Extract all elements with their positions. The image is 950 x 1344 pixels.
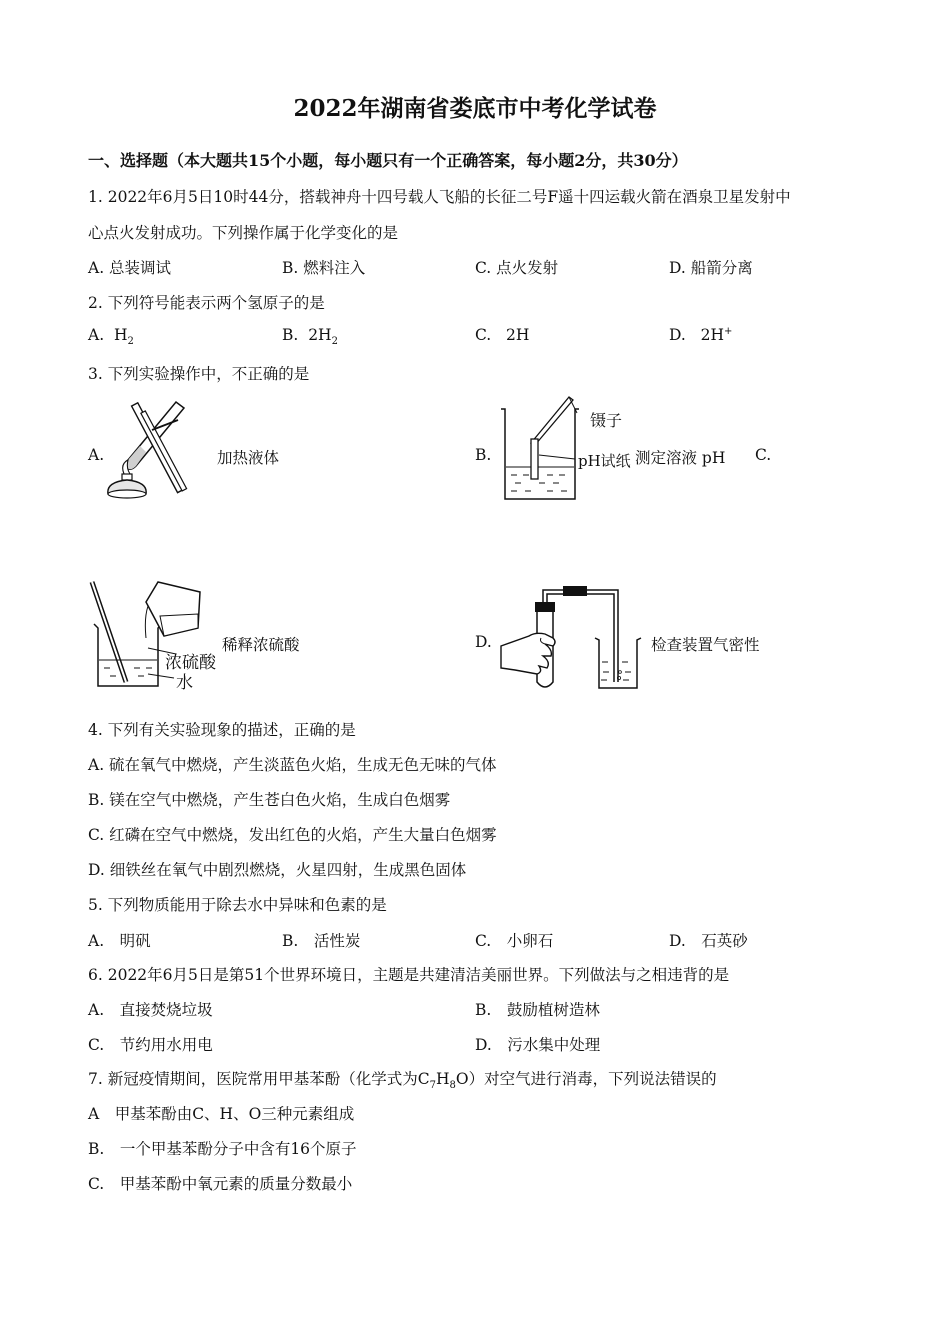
q3-c-dilute-figure xyxy=(88,578,218,693)
q4-stem: 4. 下列有关实验现象的描述，正确的是 xyxy=(88,721,356,739)
q1-option-c: C. 点火发射 xyxy=(475,259,559,277)
delivery-tube-icon xyxy=(543,586,618,682)
q5-stem: 5. 下列物质能用于除去水中异味和色素的是 xyxy=(88,896,387,914)
q4-option-b: B. 镁在空气中燃烧，产生苍白色火焰，生成白色烟雾 xyxy=(88,791,451,809)
alcohol-lamp-icon xyxy=(108,460,146,498)
q6-option-a: A. 直接焚烧垃圾 xyxy=(88,1001,213,1019)
q3-b-text: 测定溶液 pH xyxy=(635,449,726,467)
q5-option-c: C. 小卵石 xyxy=(475,932,554,950)
q6-option-d: D. 污水集中处理 xyxy=(475,1036,601,1054)
beaker-icon xyxy=(501,409,579,499)
q4-option-d: D. 细铁丝在氧气中剧烈燃烧，火星四射，生成黑色固体 xyxy=(88,861,467,879)
q2-stem: 2. 下列符号能表示两个氢原子的是 xyxy=(88,294,325,312)
q2-d-formula: 2H+ xyxy=(700,326,733,345)
hand-icon xyxy=(501,633,555,674)
q2-d-label: D. xyxy=(669,326,686,345)
q4-option-a: A. 硫在氧气中燃烧，产生淡蓝色火焰，生成无色无味的气体 xyxy=(88,756,497,774)
q5-option-b: B. 活性炭 xyxy=(282,932,361,950)
page-title: 2022年湖南省娄底市中考化学试卷 xyxy=(293,95,657,122)
q1-stem-line1: 1. 2022年6月5日10时44分，搭载神舟十四号载人飞船的长征二号F遥十四运载火箭在酒泉卫星发射中 xyxy=(88,188,791,206)
q3-c-text: 稀释浓硫酸 xyxy=(222,636,300,654)
q3-d-airtight-figure xyxy=(495,582,650,694)
q3-c-acid-label: 浓硫酸 xyxy=(165,653,216,673)
q7-option-c: C. 甲基苯酚中氧元素的质量分数最小 xyxy=(88,1175,353,1193)
q1-stem-line2: 心点火发射成功。下列操作属于化学变化的是 xyxy=(88,224,399,242)
q2-b-formula: $2H_2$ xyxy=(308,326,338,348)
q3-c-water-label: 水 xyxy=(176,673,193,693)
q7-stem: 7. 新冠疫情期间，医院常用甲基苯酚（化学式为$C_7H_8O$）对空气进行消毒，下列说法错误的 xyxy=(88,1070,717,1092)
q6-option-c: C. 节约用水用电 xyxy=(88,1036,213,1054)
q3-b-ph-paper-label: pH试纸 xyxy=(578,452,631,470)
q3-b-letter: B. xyxy=(475,446,492,464)
glass-rod-icon xyxy=(92,582,126,682)
q6-option-b: B. 鼓励植树造林 xyxy=(475,1001,600,1019)
q3-a-heating-figure xyxy=(100,390,215,505)
ph-paper-icon xyxy=(531,439,575,479)
q2-a-label: A. xyxy=(88,326,105,344)
q3-a-letter: A. xyxy=(88,446,105,464)
q2-c-label: C. xyxy=(475,326,492,344)
beaker-large-icon xyxy=(94,624,162,686)
q4-option-c: C. 红磷在空气中燃烧，发出红色的火焰，产生大量白色烟雾 xyxy=(88,826,497,844)
q1-option-d: D. 船箭分离 xyxy=(669,259,753,277)
q2-a-formula: $H_2$ xyxy=(113,326,134,348)
q2-option-a xyxy=(88,326,134,347)
q3-d-letter: D. xyxy=(475,633,492,651)
q2-option-c xyxy=(475,326,529,344)
q3-a-text: 加热液体 xyxy=(217,449,280,467)
q3-b-tweezers-label: 镊子 xyxy=(590,411,623,430)
q2-b-label: B. xyxy=(282,326,299,344)
q7-option-a: A 甲基苯酚由C、H、O三种元素组成 xyxy=(88,1105,355,1123)
q2-option-b xyxy=(282,326,338,347)
q7-option-b: B. 一个甲基苯酚分子中含有16个原子 xyxy=(88,1140,357,1158)
q2-c-formula: 2H xyxy=(506,326,530,344)
pouring-beaker-icon xyxy=(145,582,200,638)
section-heading: 一、选择题（本大题共15个小题，每小题只有一个正确答案，每小题2分，共30分） xyxy=(88,151,688,170)
q3-d-text: 检查装置气密性 xyxy=(651,636,760,654)
q3-c-letter: C. xyxy=(755,446,772,464)
q2-option-d xyxy=(669,326,732,344)
q1-option-b: B. 燃料注入 xyxy=(282,259,366,277)
q3-stem: 3. 下列实验操作中，不正确的是 xyxy=(88,365,310,383)
q5-option-a: A. 明矾 xyxy=(88,932,151,950)
q5-option-d: D. 石英砂 xyxy=(669,932,748,950)
q6-stem: 6. 2022年6月5日是第51个世界环境日，主题是共建清洁美丽世界。下列做法与之相违背的是 xyxy=(88,966,730,984)
q1-option-a: A. 总装调试 xyxy=(88,259,172,277)
